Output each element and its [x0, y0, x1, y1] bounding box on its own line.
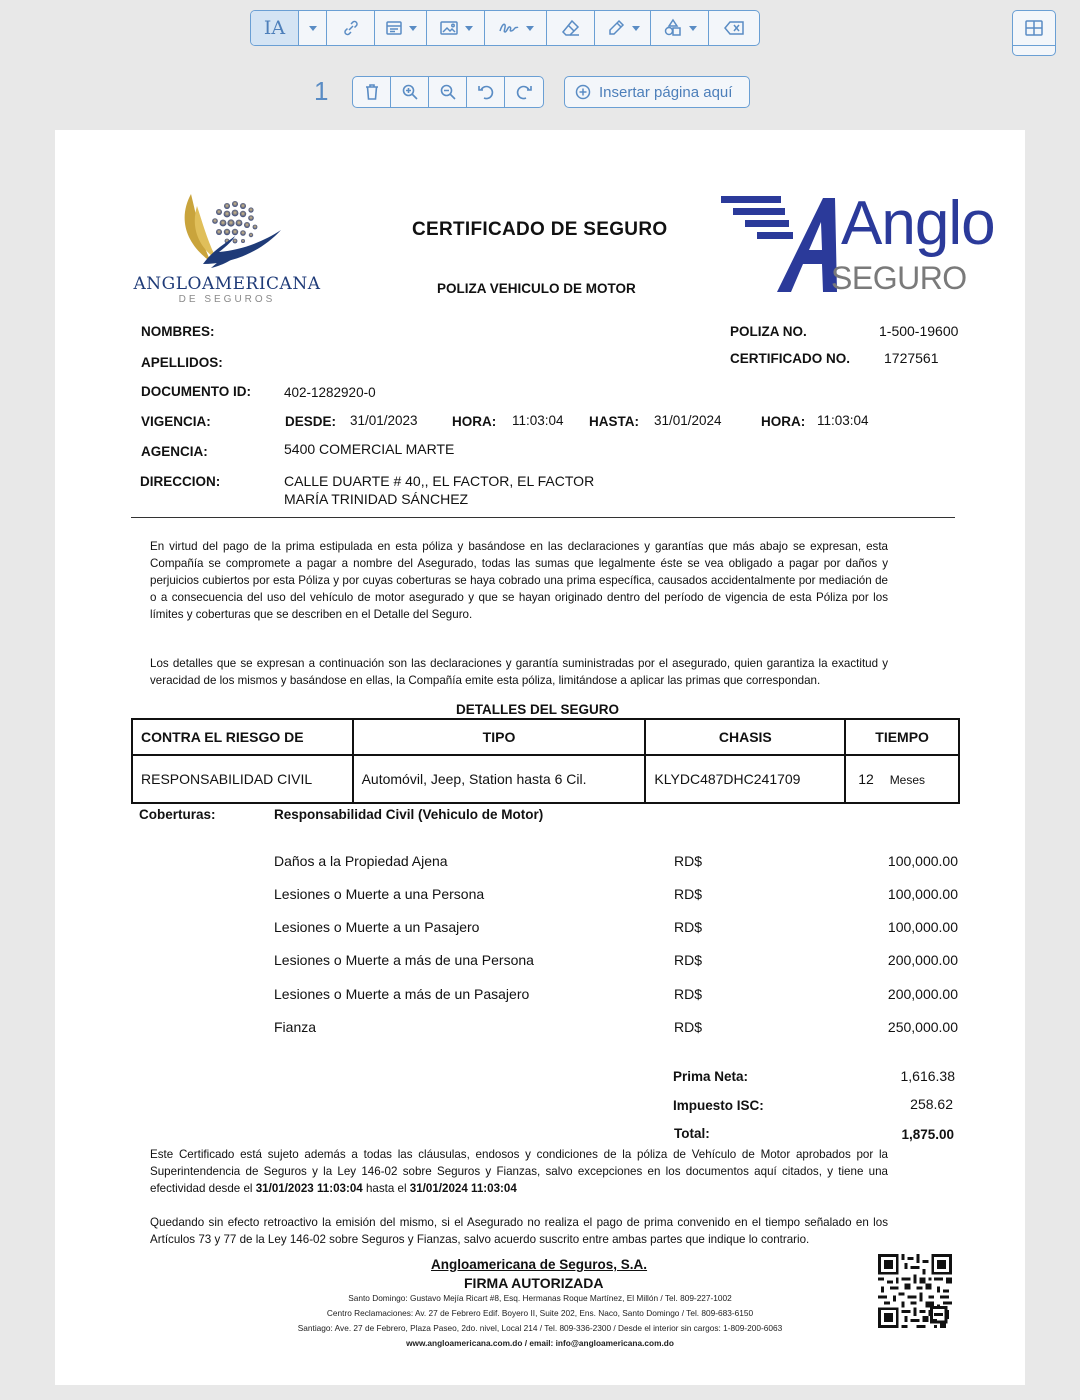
image-tool-button[interactable] [427, 11, 485, 45]
tiempo-cell [845, 755, 959, 803]
documento-label: DOCUMENTO ID: [141, 384, 251, 399]
effectivity-text: Este Certificado está sujeto además a todas las cláusulas, endosos y condiciones de la póliza de Vehículo de Motor aprobados por la Superintendencia de Seguros y la Ley 146-02 sobre Seguros y Fianzas, salvo excepciones en los documentos aquí citados, y tiene una efectividad desde el [150, 1148, 888, 1195]
nombres-label: NOMBRES: [141, 324, 215, 339]
page-controls [352, 76, 544, 108]
coverage-amount: 100,000.00 [887, 886, 958, 902]
eraser-icon [561, 18, 581, 38]
footer-web-email: www.angloamericana.com.do / email: info@angloamericana.com.do [406, 1338, 674, 1348]
brand-subtitle: DE SEGUROS [178, 294, 276, 305]
coverage-name: Lesiones o Muerte a un Pasajero [274, 919, 480, 935]
chevron-down-icon [526, 26, 534, 31]
coverage-row [274, 853, 958, 869]
coverage-amount: 200,000.00 [887, 952, 958, 968]
highlight-tool-button[interactable] [595, 11, 651, 45]
backspace-icon [723, 20, 745, 36]
column-header: TIEMPO [845, 719, 959, 755]
riesgo-cell: RESPONSABILIDAD CIVIL [132, 755, 353, 803]
chevron-down-icon [632, 26, 640, 31]
page-number: 1 [314, 76, 329, 106]
coverage-amount: 100,000.00 [887, 919, 958, 935]
retroactive-clause: Quedando sin efecto retroactivo la emisión del mismo, si el Asegurado no realiza el pago de prima convenido en el tiempo señalado en los Artículos 73 y 77 de la Ley 146-02 sobre Seguros y Fianzas, salvo acuerdo suscrito entre ambas partes que indique lo contrario. [150, 1216, 888, 1246]
chevron-down-icon [409, 26, 417, 31]
effective-from: 31/01/2023 11:03:04 [255, 1182, 363, 1195]
section-divider [131, 517, 955, 518]
rotate-left-icon [477, 83, 495, 101]
company-name: Angloamericana de Seguros, S.A. [431, 1257, 648, 1272]
text-tool-dropdown[interactable] [299, 11, 327, 45]
certificado-label: CERTIFICADO NO. [730, 351, 850, 366]
chevron-down-icon [465, 26, 473, 31]
details-table [131, 718, 960, 804]
details-title: DETALLES DEL SEGURO [456, 702, 620, 717]
signature-icon [498, 19, 520, 37]
coverage-row [274, 986, 958, 1002]
tiempo-unit: Meses [889, 773, 926, 787]
declarations-clause: Los detalles que se expresan a continuación son las declaraciones y garantía suministradas por el asegurado, quien garantiza la exactitud y veracidad de los mismos y basándose en ellas, la Compañía emite esta póliza, limitándose a aplicar las primas que correspondan. [150, 657, 888, 687]
tipo-cell: Automóvil, Jeep, Station hasta 6 Cil. [353, 755, 646, 803]
direccion-label: DIRECCION: [140, 474, 221, 489]
hasta-value: 31/01/2024 [654, 413, 722, 428]
coverage-row [274, 952, 958, 968]
coverage-amount: 200,000.00 [887, 986, 958, 1002]
coverage-amount: 250,000.00 [887, 1019, 958, 1035]
vigencia-label: VIGENCIA: [141, 414, 211, 429]
hora-label: HORA: [452, 414, 497, 429]
total-value: 1,875.00 [901, 1127, 954, 1142]
coverage-name: Lesiones o Muerte a más de un Pasajero [274, 986, 530, 1002]
poliza-value: 1-500-19600 [879, 323, 959, 339]
anglo-wordmark: Anglo [841, 189, 995, 258]
annotation-toolbar [250, 10, 760, 46]
prima-neta-value: 1,616.38 [900, 1068, 955, 1084]
anglo-seguro-logo [719, 189, 995, 300]
chasis-cell: KLYDC487DHC241709 [645, 755, 845, 803]
insert-page-button[interactable] [564, 76, 750, 108]
footer-address-line: Centro Reclamaciones: Av. 27 de Febrero Edif. Boyero II, Suite 202, Ens. Naco, Santo Domingo / Tel. 809-683-6150 [326, 1308, 754, 1318]
column-header: TIPO [353, 719, 646, 755]
hora-value: 11:03:04 [817, 413, 869, 428]
brand-name: ANGLOAMERICANA [133, 274, 321, 294]
shapes-tool-button[interactable] [651, 11, 709, 45]
effective-to: 31/01/2024 11:03:04 [409, 1182, 517, 1195]
hasta-label: HASTA: [589, 414, 639, 429]
link-tool-button[interactable] [327, 11, 375, 45]
effectivity-clause [150, 1146, 888, 1197]
certificado-value: 1727561 [884, 350, 939, 366]
agencia-label: AGENCIA: [141, 444, 208, 459]
zoom-in-button[interactable] [391, 77, 429, 107]
effectivity-connector: hasta el [362, 1182, 410, 1195]
text-tool-label: IA [263, 17, 286, 39]
coverage-row [274, 1019, 958, 1035]
coverage-name: Lesiones o Muerte a una Persona [274, 886, 485, 902]
footer-address-line: Santiago: Ave. 27 de Febrero, Plaza Paseo, 2do. nivel, Local 214 / Tel. 809-336-2300 / Desde el interior sin cargos: 1-809-200-6063 [297, 1323, 783, 1333]
delete-tool-button[interactable] [709, 11, 759, 45]
grid-icon [1024, 19, 1044, 37]
text-tool-button[interactable] [251, 11, 299, 45]
coverage-currency: RD$ [674, 952, 703, 968]
coverage-currency: RD$ [674, 853, 703, 869]
angloamericana-logo [131, 186, 323, 308]
impuesto-value: 258.62 [910, 1096, 953, 1112]
document-subtitle: POLIZA VEHICULO DE MOTOR [437, 281, 636, 296]
coverage-currency: RD$ [674, 886, 703, 902]
coberturas-label: Coberturas: [139, 807, 216, 822]
impuesto-label: Impuesto ISC: [673, 1098, 764, 1113]
document-title: CERTIFICADO DE SEGURO [412, 219, 668, 240]
column-header: CONTRA EL RIESGO DE [132, 719, 353, 755]
desde-label: DESDE: [285, 414, 337, 429]
shapes-icon [663, 18, 683, 38]
hora-value: 11:03:04 [512, 413, 564, 428]
chevron-down-icon [689, 26, 697, 31]
desde-value: 31/01/2023 [350, 413, 418, 428]
layout-toggle-button[interactable] [1012, 10, 1056, 56]
coverage-clause: En virtud del pago de la prima estipulada en esta póliza y basándose en las declaraciones y garantías que más abajo se expresan, esta Compañía se compromete a pagar a nombre del Asegurado, todas las sumas que legalmente éste se vea obligado a pagar por daños y perjuicios cubiertos por esta Póliza y por cuyas coberturas se haya cobrado una prima específica, causados accidentalmente por mediación de o a consecuencia del uso del vehículo de motor asegurado y que se hayan originado dentro del período de vigencia de esta Póliza por los límites y coberturas que se describen en el Detalle del Seguro. [150, 540, 888, 621]
table-row [132, 755, 959, 803]
coverage-row [274, 919, 958, 935]
seguro-wordmark: SEGURO [831, 260, 967, 296]
form-icon [385, 19, 403, 37]
coverage-name: Fianza [274, 1019, 317, 1035]
link-icon [341, 18, 361, 38]
apellidos-label: APELLIDOS: [141, 355, 223, 370]
poliza-label: POLIZA NO. [730, 324, 807, 339]
rotate-left-button[interactable] [467, 77, 505, 107]
image-icon [439, 19, 459, 37]
direccion-line-1: CALLE DUARTE # 40,, EL FACTOR, EL FACTOR [284, 473, 595, 489]
zoom-out-icon [439, 83, 457, 101]
hora-label: HORA: [761, 414, 806, 429]
column-header: CHASIS [645, 719, 845, 755]
coverage-currency: RD$ [674, 986, 703, 1002]
zoom-out-button[interactable] [429, 77, 467, 107]
agencia-value: 5400 COMERCIAL MARTE [284, 441, 455, 457]
firma-autorizada: FIRMA AUTORIZADA [464, 1275, 604, 1291]
table-header-row [132, 719, 959, 755]
signature-tool-button[interactable] [485, 11, 547, 45]
coverage-currency: RD$ [674, 1019, 703, 1035]
prima-neta-label: Prima Neta: [673, 1069, 749, 1084]
zoom-in-icon [401, 83, 419, 101]
total-label: Total: [674, 1126, 710, 1141]
tiempo-number: 12 [858, 771, 874, 787]
coberturas-value: Responsabilidad Civil (Vehiculo de Motor) [274, 807, 544, 822]
coverage-name: Lesiones o Muerte a más de una Persona [274, 952, 534, 968]
delete-page-button[interactable] [353, 77, 391, 107]
coverage-row [274, 886, 958, 902]
coverage-name: Daños a la Propiedad Ajena [274, 853, 448, 869]
chevron-down-icon [309, 26, 317, 31]
eraser-tool-button[interactable] [547, 11, 595, 45]
rotate-right-button[interactable] [505, 77, 543, 107]
form-tool-button[interactable] [375, 11, 427, 45]
rotate-right-icon [515, 83, 533, 101]
trash-icon [364, 83, 380, 101]
footer-address-line: Santo Domingo: Gustavo Mejía Ricart #8, Esq. Hermanas Roque Martínez, El Millón / Tel. 809-227-1002 [348, 1293, 732, 1303]
qr-code-icon [878, 1254, 952, 1328]
plus-circle-icon [575, 84, 591, 100]
document-page [55, 130, 1025, 1385]
direccion-line-2: MARÍA TRINIDAD SÁNCHEZ [284, 491, 469, 507]
pen-icon [606, 18, 626, 38]
eagle-globe-logo [131, 186, 323, 274]
insert-page-label: Insertar página aquí [599, 83, 733, 101]
coverage-currency: RD$ [674, 919, 703, 935]
coverage-amount: 100,000.00 [887, 853, 958, 869]
documento-value: 402-1282920-0 [284, 385, 376, 400]
